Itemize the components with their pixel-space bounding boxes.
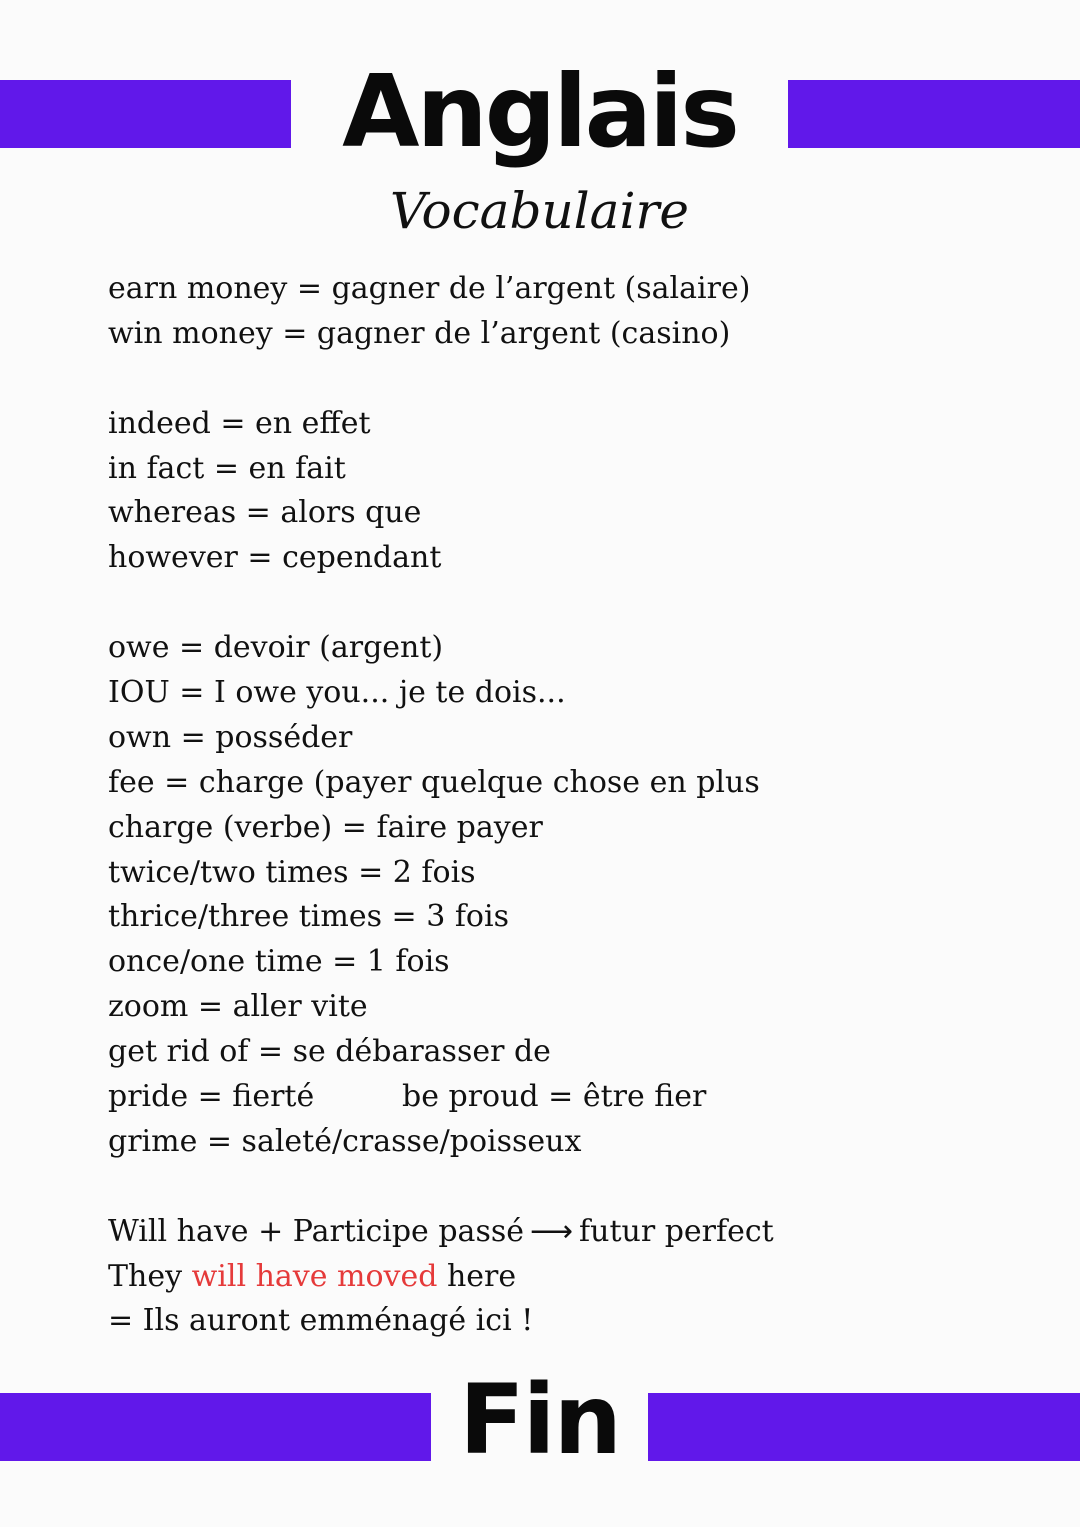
footer-bar-left <box>0 1393 431 1461</box>
vocab-line: thrice/three times = 3 fois <box>108 899 509 935</box>
example-highlight: will have moved <box>191 1258 438 1294</box>
spacer <box>108 581 1048 626</box>
vocab-line: earn money = gagner de l’argent (salaire) <box>108 271 751 306</box>
vocab-line: in fact = en fait <box>108 450 346 486</box>
vocab-line: once/one time = 1 fois <box>108 944 450 980</box>
vocab-line: indeed = en effet <box>108 405 371 441</box>
page-title: Anglais <box>342 53 737 170</box>
vocab-line: twice/two times = 2 fois <box>108 854 476 890</box>
grammar-example <box>108 1255 1048 1300</box>
vocab-line: get rid of = se débarasser de <box>108 1034 551 1070</box>
vocab-line: IOU = I owe you... je te dois... <box>108 675 566 711</box>
spacer <box>108 1165 1048 1210</box>
footer-bar-right <box>648 1393 1080 1461</box>
example-start: They <box>108 1258 192 1294</box>
arrow-right-icon: ⟶ <box>530 1213 574 1249</box>
vocab-line: charge (verbe) = faire payer <box>108 809 543 845</box>
footer-label: Fin <box>459 1364 620 1476</box>
vocab-line-pride <box>108 1075 1048 1120</box>
vocab-line: fee = charge (payer quelque chose en plus <box>108 764 760 800</box>
example-end: here <box>437 1258 517 1294</box>
vocabulary-list <box>108 267 1048 1344</box>
vocab-line: win money = gagner de l’argent (casino) <box>108 315 731 351</box>
vocab-line: however = cependant <box>108 540 442 576</box>
header-bar-left <box>0 80 291 148</box>
vocab-line: grime = saleté/crasse/poisseux <box>108 1123 582 1159</box>
grammar-translation: = Ils auront emménagé ici ! <box>108 1303 534 1339</box>
vocab-pride-left: pride = fierté <box>108 1079 315 1115</box>
grammar-rule-left: Will have + Participe passé <box>108 1213 524 1249</box>
vocab-line: whereas = alors que <box>108 495 422 531</box>
grammar-rule-right: futur perfect <box>579 1213 774 1249</box>
vocab-line: owe = devoir (argent) <box>108 630 444 666</box>
header-bar-right <box>788 80 1080 148</box>
grammar-rule <box>108 1210 1048 1255</box>
vocab-line: zoom = aller vite <box>108 989 368 1025</box>
vocab-line: own = posséder <box>108 719 353 755</box>
spacer <box>108 357 1048 402</box>
page-subtitle: Vocabulaire <box>390 182 689 240</box>
vocab-pride-right: be proud = être fier <box>402 1079 707 1115</box>
